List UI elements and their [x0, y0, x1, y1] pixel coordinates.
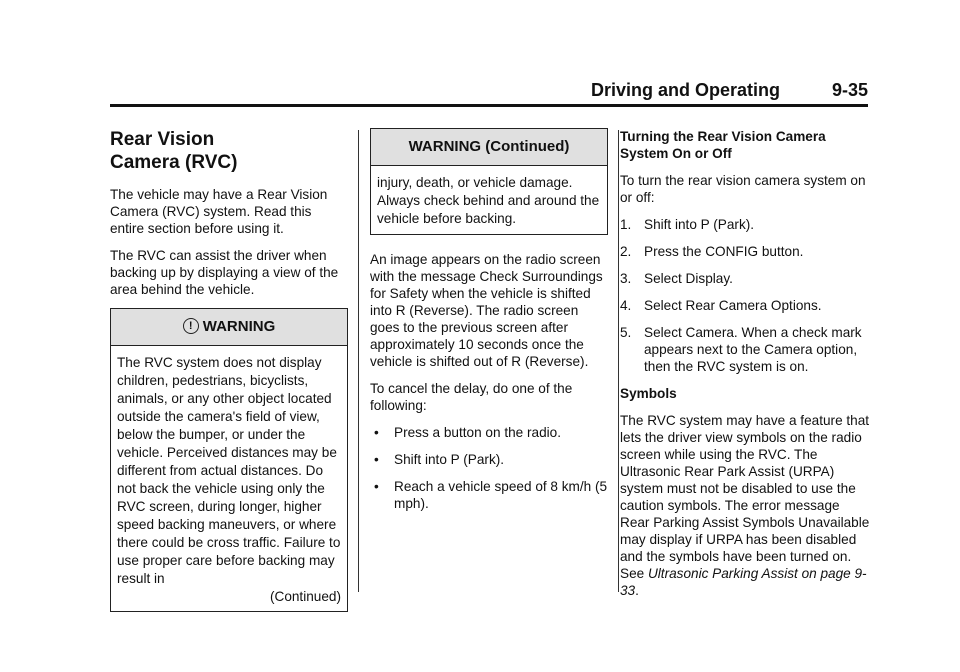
section-title-line: Camera (RVC): [110, 152, 238, 173]
list-item: [620, 243, 870, 260]
paragraph: An image appears on the radio screen with the message Check Surroundings for Safety when the vehicle is shifted into R (Reverse). The radio screen goes to the previous screen after approximately 10 seconds once the vehicle is shifted out of R (Reverse).: [370, 252, 603, 369]
header-rule: [110, 104, 868, 107]
step-number: 4.: [620, 298, 632, 313]
page-number: 9-35: [831, 80, 868, 100]
paragraph: The RVC can assist the driver when backing up by displaying a view of the area behind the vehicle.: [110, 248, 339, 297]
list-item-text: Shift into P (Park).: [394, 452, 505, 467]
column-divider: [358, 130, 359, 592]
column-2: [370, 128, 608, 522]
step-text: Shift into P (Park).: [644, 217, 755, 232]
paragraph: The vehicle may have a Rear Vision Camera (RVC) system. Read this entire section before using it.: [110, 187, 328, 236]
warning-text: injury, death, or vehicle damage. Always check behind and around the vehicle before backing.: [377, 175, 600, 226]
step-number: 3.: [620, 271, 632, 286]
column-1: [110, 128, 348, 612]
subheading: Symbols: [620, 386, 677, 401]
warning-header: WARNING (Continued): [371, 129, 607, 166]
step-number: 1.: [620, 217, 632, 232]
list-item: [620, 216, 870, 233]
list-item-text: Press a button on the radio.: [394, 425, 562, 440]
list-item-text: Reach a vehicle speed of 8 km/h (5 mph).: [394, 479, 608, 511]
paragraph: [620, 412, 870, 599]
chapter-title: Driving and Operating: [590, 80, 780, 100]
cross-reference: Ultrasonic Parking Assist on page 9-33: [620, 566, 867, 598]
continued-label: (Continued): [269, 589, 341, 604]
section-title: [110, 128, 348, 174]
warning-text: The RVC system does not display children, pedestrians, bicyclists, animals, or any other object located outside the camera's field of view, below the bumper, or under the vehicle. Perceived distances may be different from actual distances. Do not back the vehicle using only the RVC screen, during longer, higher speed backing maneuvers, or where there could be cross traffic. Failure to use proper care before backing may result in: [117, 355, 341, 586]
bullet-glyph: •: [374, 452, 379, 467]
warning-box: [110, 308, 348, 612]
list-item: [370, 478, 608, 512]
paragraph: To turn the rear vision camera system on or off:: [620, 173, 866, 205]
bullet-glyph: •: [374, 479, 379, 494]
step-text: Select Rear Camera Options.: [644, 298, 822, 313]
section-title-line: Rear Vision: [110, 129, 215, 150]
warning-circle-icon: !: [183, 318, 199, 334]
column-divider: [618, 130, 619, 592]
paragraph-text: The RVC system may have a feature that lets the driver view symbols on the radio screen while using the RVC. The Ultrasonic Rear Park Assist (URPA) system must not be disabled to use the caution symbols. The error message Rear Parking Assist Symbols Unavailable may display if URPA has been disabled and the symbols have been turned on. See: [620, 413, 870, 581]
step-number: 5.: [620, 325, 632, 340]
list-item: [620, 270, 870, 287]
paragraph-text: .: [635, 583, 639, 598]
warning-body: [111, 346, 347, 611]
list-item: [370, 424, 608, 441]
page-header: [110, 80, 868, 100]
list-item: [620, 324, 870, 375]
subheading: Turning the Rear Vision Camera System On or Off: [620, 129, 826, 161]
list-item: [620, 297, 870, 314]
column-3: [620, 128, 870, 609]
list-item: [370, 451, 608, 468]
paragraph: To cancel the delay, do one of the following:: [370, 381, 573, 413]
step-text: Select Display.: [644, 271, 733, 286]
warning-header: [111, 309, 347, 346]
bullet-glyph: •: [374, 425, 379, 440]
step-number: 2.: [620, 244, 632, 259]
warning-title: WARNING: [202, 318, 276, 335]
warning-box-continued: [370, 128, 608, 235]
step-text: Select Camera. When a check mark appears next to the Camera option, then the RVC system is on.: [644, 325, 862, 374]
step-text: Press the CONFIG button.: [644, 244, 804, 259]
